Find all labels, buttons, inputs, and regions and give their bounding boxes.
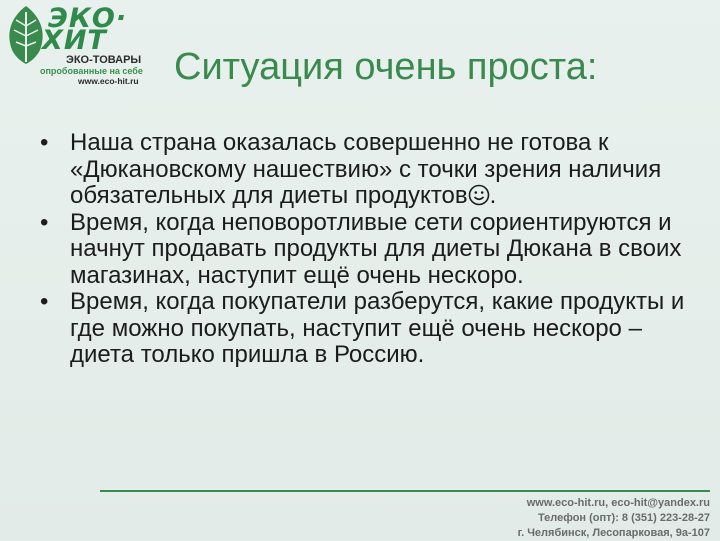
bullet-text: Наша страна оказалась совершенно не готова к «Дюкановскому нашествию» с точки зрения наличия обязательных для диеты продуктов — [70, 129, 662, 209]
logo-word-eco: ЭКО· — [48, 3, 128, 34]
bullet-marker: • — [40, 208, 49, 236]
footer-address: г. Челябинск, Лесопарковая, 9а-107 — [517, 527, 710, 539]
bullet-text: Время, когда покупатели разберутся, какие продукты и где можно покупать, наступит ещё очень нескоро – диета только пришла в Россию. — [70, 288, 685, 368]
bullet-item — [40, 210, 690, 290]
bullet-marker: • — [40, 129, 49, 156]
logo-website: www.eco-hit.ru — [78, 76, 139, 86]
logo-word-hit: ХИТ — [42, 25, 107, 56]
bullet-text: Время, когда неповоротливые сети сориентируются и начнут продавать продукты для диеты Дюкана в своих магазинах, наступит ещё очень нескоро. — [70, 208, 682, 289]
logo-subtitle: ЭКО-ТОВАРЫ — [66, 54, 142, 66]
eco-hit-logo — [4, 4, 154, 88]
bullet-item — [40, 130, 690, 210]
bullet-marker: • — [40, 288, 49, 315]
logo-tagline: опробованные на себе — [40, 66, 143, 76]
bullet-list — [40, 130, 690, 369]
footer-phone: Телефон (опт): 8 (351) 223-28-27 — [537, 512, 710, 524]
footer-divider — [100, 490, 710, 492]
smiley-face-icon — [468, 184, 490, 206]
footer-contacts — [518, 496, 710, 541]
slide-title: Ситуация очень проста: — [174, 46, 598, 88]
bullet-item — [40, 289, 690, 369]
footer-web-email: www.eco-hit.ru, eco-hit@yandex.ru — [526, 497, 710, 509]
bullet-text-end: . — [489, 182, 497, 209]
